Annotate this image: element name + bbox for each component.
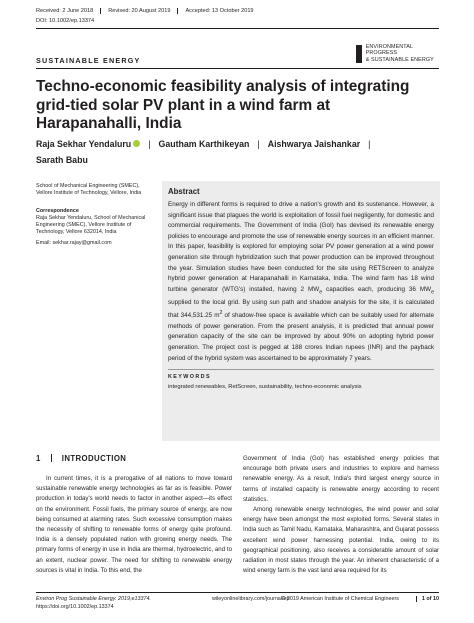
author-name[interactable]: Aishwarya Jaishankar [267, 139, 361, 149]
superscript-2: 2 [219, 310, 223, 317]
body-column-right [243, 454, 439, 576]
abstract-text [168, 200, 434, 364]
author-name[interactable]: Sarath Babu [36, 154, 88, 165]
journal-logo-mark [356, 45, 362, 63]
doi-header[interactable]: DOI: 10.1002/ep.13374 [36, 18, 95, 24]
abstract-text-segment: Energy in different forms is required to drive a nation's growth and its sustenance. However, a significant issue that plagues the world is exploitation of fossil fuel negligently, for domestic and commercial requirements. The Government of India (GoI) has devised its renewable energy policies to encourage and promote the use of renewable energy sources in an efficient manner. In this paper, feasibility is explored for employing solar PV power generation at a wind power generation site through hybridization such that power production can be improved throughout the year. Simulation studies have been conducted for the site using RETScreen to analyze hybrid power generation at Harapanahalli in Karnataka, India. The wind farm has 18 wind turbine generator (WTG's) installed, having 2 MW [168, 201, 434, 293]
affiliation: School of Mechanical Engineering (SMEC), Vellore Institute of Technology, Vellore, India [36, 183, 142, 196]
body-paragraph: In current times, it is a prerogative of all nations to move toward sustainable renewable energy technologies as far as is feasible. Power production in today's world needs to factor in another aspect—its effect on the environment. Fossil fuels, the primary source of energy, are now being consumed at alarming rates. Such excessive consumption makes the necessity of shifting to renewable forms of energy quite profound. India is a densely populated nation with growing energy needs. The primary forms of energy in use in India are thermal, hydroelectric, and to an extent, nuclear power. The need for shifting to renewable energy sources is vital in India. To this end, the [36, 475, 232, 574]
footer-page-number: 1 of 10 [416, 596, 439, 602]
section-label: SUSTAINABLE ENERGY [36, 56, 141, 65]
journal-logo-line1: ENVIRONMENTAL PROGRESS [365, 44, 413, 57]
abstract-text-segment: supplied to the local grid. By using sun path and shadow analysis for the site, it is calculated that 344,531.25 m [168, 298, 434, 320]
section-title: INTRODUCTION [61, 454, 127, 463]
journal-logo-text [366, 44, 442, 64]
abstract-box [162, 181, 440, 441]
received-date: Received: 2 June 2018 [36, 8, 94, 14]
subscript-e: e [319, 289, 323, 295]
author-name[interactable]: Raja Sekhar Yendaluru [36, 139, 132, 149]
article-title: Techno-economic feasibility analysis of integrating grid-tied solar PV plant in a wind farm at Harapanahalli, India [36, 78, 410, 133]
body-paragraph: Among renewable energy technologies, the wind power and solar energy have been amongst the most exploited forms. Several states in India such as Tamil Nadu, Karnataka, Maharashtra, and Gujarat possess excellent wind power harnessing potential. India, owing to its geographical positioning, also receives a considerable amount of solar radiation in most states through the year. An inherent characteristic of a wind energy farm is the vast land area required for its [243, 506, 440, 575]
journal-logo [356, 44, 442, 64]
article-dates [36, 8, 261, 14]
accepted-date: Accepted: 13 October 2019 [177, 8, 260, 14]
keywords-divider [168, 369, 434, 370]
author-separator: | [257, 139, 260, 149]
footer-citation: Environ Prog Sustainable Energy. 2019;e13374. [36, 596, 151, 602]
abstract-text-segment: of shadow-free space is available which can be suitably used for alternate methods of power generation. From the present analysis, it is predicted that annual power generation capacity of the site can be improved by about 90% on adopting hybrid power generation. The project cost is pegged at 188 crores Indian rupees (INR) and the payback period of the hybrid system was ascertained to be approximately 7 years. [168, 312, 435, 362]
abstract-heading: Abstract [168, 187, 200, 196]
section-heading-introduction [36, 454, 126, 463]
abstract-text-segment: capacities each, producing 36 MW [322, 285, 432, 293]
footer-copyright: © 2019 American Institute of Chemical Engineers [281, 596, 399, 602]
correspondence-address: Raja Sekhar Yendaluru, School of Mechanical Engineering (SMEC), Vellore Institute of Technology, Vellore 632014, India [36, 215, 146, 235]
author-name[interactable]: Gautham Karthikeyan [158, 139, 250, 149]
author-separator: | [368, 139, 371, 149]
journal-logo-line2: & SUSTAINABLE ENERGY [365, 56, 434, 63]
footer-divider [36, 592, 439, 593]
correspondence-email[interactable]: Email: sekhar.rajay@gmail.com [36, 240, 112, 246]
body-paragraph: Government of India (GoI) has established energy policies that encourage both private users and industries to explore and harness renewable energy. As a result, India's third largest energy source in terms of installed capacity is renewable energy according to recent statistics. [243, 455, 439, 503]
header-divider [36, 28, 439, 29]
revised-date: Revised: 20 August 2019 [100, 8, 177, 14]
orcid-icon[interactable] [133, 140, 140, 147]
footer-journal-url[interactable]: wileyonlinelibrary.com/journal/ep [212, 596, 290, 602]
section-divider [36, 68, 439, 69]
body-column-left [36, 474, 232, 576]
keywords-list: integrated renewables, RetScreen, sustainability, techno-economic analysis [168, 384, 362, 391]
subscript-e: e [431, 289, 434, 295]
author-list [36, 137, 436, 168]
heading-divider [51, 454, 52, 462]
keywords-heading: KEYWORDS [168, 374, 211, 381]
author-separator: | [148, 139, 151, 149]
section-number: 1 [36, 454, 41, 463]
footer-doi-link[interactable]: https://doi.org/10.1002/ep.13374 [36, 604, 114, 610]
correspondence-heading: Correspondence [36, 208, 79, 214]
